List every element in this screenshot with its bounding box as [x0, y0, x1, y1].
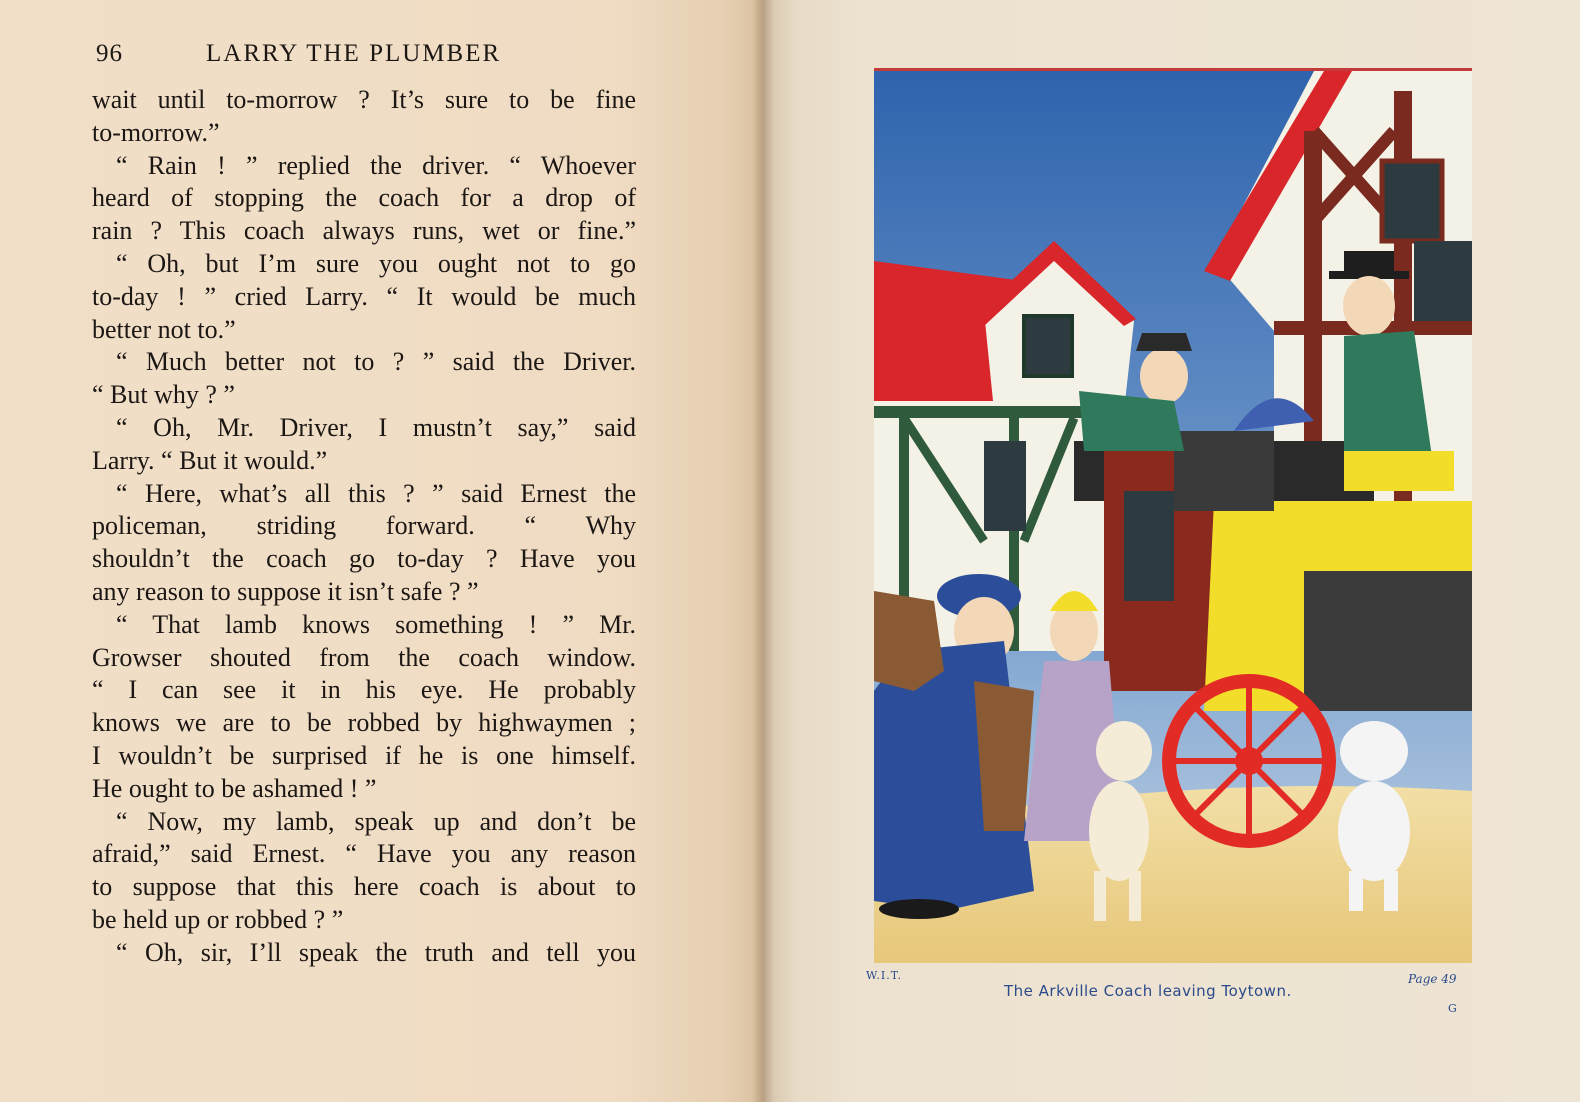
- text-line: Growser shouted from the coach window.: [92, 642, 636, 672]
- page-number: 96: [96, 40, 123, 67]
- text-line: rain ? This coach always runs, wet or fine.”: [92, 216, 636, 246]
- plate-page-reference: Page 49: [1408, 972, 1457, 986]
- artist-initials: W.I.T.: [866, 969, 902, 982]
- running-title: LARRY THE PLUMBER: [206, 40, 502, 67]
- text-line: any reason to suppose it isn’t safe ? ”: [92, 576, 479, 606]
- text-line: “ Here, what’s all this ? ” said Ernest the: [116, 478, 636, 508]
- text-line: to-day ! ” cried Larry. “ It would be much: [92, 281, 636, 311]
- text-line: He ought to be ashamed ! ”: [92, 773, 377, 803]
- text-line: I wouldn’t be surprised if he is one himself.: [92, 740, 636, 770]
- running-head: [96, 40, 636, 72]
- text-line: “ Oh, sir, I’ll speak the truth and tell you: [116, 937, 636, 967]
- text-line: “ That lamb knows something ! ” Mr.: [116, 609, 636, 639]
- text-line: be held up or robbed ? ”: [92, 904, 344, 934]
- coach-wheel: [1169, 681, 1329, 841]
- text-line: “ Much better not to ? ” said the Driver.: [116, 347, 636, 377]
- text-line: “ Oh, Mr. Driver, I mustn’t say,” said: [116, 412, 636, 442]
- text-line: “ Oh, but I’m sure you ought not to go: [116, 248, 636, 278]
- text-line: policeman, striding forward. “ Why: [92, 511, 636, 541]
- text-line: Larry. “ But it would.”: [92, 445, 328, 475]
- illustration-plate: [874, 68, 1472, 963]
- plate-caption: The Arkville Coach leaving Toytown.: [1004, 982, 1292, 1000]
- text-line: wait until to-morrow ? It’s sure to be fine: [92, 85, 636, 114]
- text-line: to-morrow.”: [92, 117, 220, 147]
- body-text: [92, 84, 636, 970]
- left-page: [0, 0, 762, 1102]
- text-line: “ But why ? ”: [92, 380, 235, 410]
- text-line: better not to.”: [92, 314, 236, 344]
- book-gutter: [752, 0, 774, 1102]
- text-line: shouldn’t the coach go to-day ? Have you: [92, 544, 636, 574]
- text-line: “ I can see it in his eye. He probably: [92, 675, 636, 705]
- coach-illustration: [874, 71, 1472, 963]
- text-line: to suppose that this here coach is about to: [92, 872, 636, 902]
- signature-mark: G: [1448, 1002, 1457, 1015]
- text-line: afraid,” said Ernest. “ Have you any reason: [92, 839, 636, 869]
- text-line: heard of stopping the coach for a drop of: [92, 183, 636, 213]
- text-line: “ Rain ! ” replied the driver. “ Whoever: [116, 150, 636, 180]
- text-line: knows we are to be robbed by highwaymen ;: [92, 708, 636, 738]
- text-line: “ Now, my lamb, speak up and don’t be: [116, 806, 636, 836]
